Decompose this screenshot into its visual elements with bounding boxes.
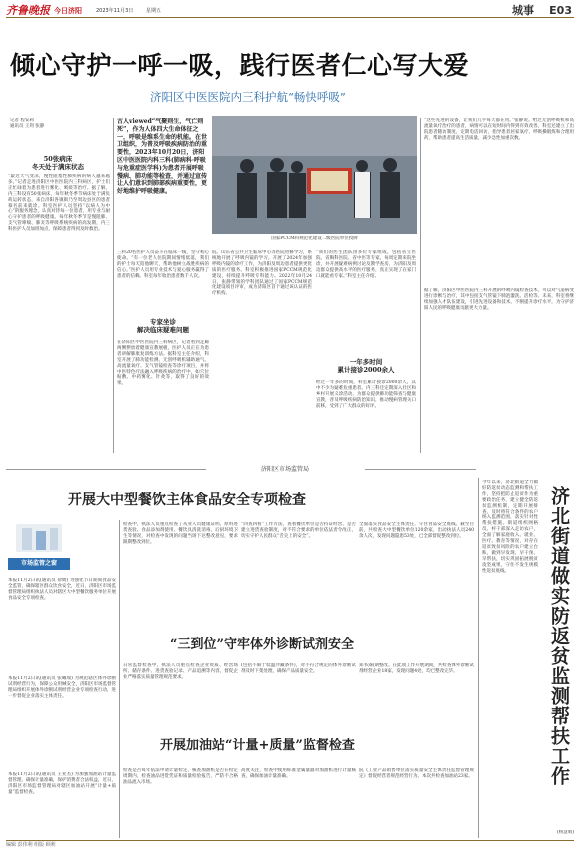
column-divider <box>113 118 114 453</box>
market-window-badge <box>8 522 70 572</box>
lead-lede: 古人viewed“气聚则生，气亡则死”，作为人体四大生命体征之一，呼吸是维系生命的机能。在世卫组织，为普及呼吸疾病防治的重要性，2023年10月20日，济阳区中医医院内科三科(肺病科·呼吸与危重症医学科)为患者开展呼吸慢病、肺功能等检查，并通过宣传让人们意识到肺部疾病重要性，更好地维护呼吸健康。 <box>117 118 208 196</box>
story4-headline: 开展加油站“计量+质量”监督检查 <box>160 738 355 753</box>
story4-column-1: 检查是否每年依法申请计量检定，核查加油机是否在检定周期内，检查油品进货凭证和质量检验报告，严防不合格油品流入市场。 <box>123 768 238 785</box>
page-number: E03 <box>549 4 572 17</box>
story3-column-3: 知书)限期整改。在此项工作开展期间，共检查体外诊断试剂经营企业18家，发现问题4处，均已整改完毕。 <box>359 663 474 674</box>
story2-column-2: 检查中，执法人员重点检查了从业人员健康证明、原料进货查验、食品添加剂使用、餐饮具清洗消毒、后厨环境卫生等情况，对检查中发现的问题当场下达整改意见，要求限期整改到位。 <box>123 522 238 545</box>
story2-column-1: 本报11月2日讯(通讯员 徐婧) 为强化节日期间食品安全监管，确保辖区群众饮食安全，近日，济阳区市场监督管理局组织执法人员对辖区大中型餐饮服务单位开展食品安全专项检查。 <box>8 578 116 601</box>
byline-reporter: 记者 程安莉 <box>10 118 34 123</box>
story3-column-2: (包括不限于低温冷藏条件)，对不符合规定的体外诊断试剂及时下架处理，确保产品质量安全。 <box>241 663 356 674</box>
lead-column-5: “我们的医生团队由多位专家组成，包括省立医院、省胸科医院、省中医等专家，每周定期来院坐诊，并开展疑难病例讨论及教学查房，为济阳及周边群众提供高水平的医疗服务，真正实现了在家门口就能看专家。”科室主任介绍。 <box>316 250 416 279</box>
column-divider <box>420 118 421 453</box>
masthead <box>6 4 574 18</box>
section-title-beds: 50张病床 冬天处于满床状态 <box>32 155 84 171</box>
story3-intro: 本报11月2日讯(通讯员 张曦瑞) 为规范辖区体外诊断试剂经营行为，保障公众用械安全，济阳区市场监督管理局组织开展体外诊断试剂经营企业专项检查行动，进一步督促企业落实主体责任。 <box>8 676 116 699</box>
vertical-story-headline: 济北街道做实防返贫监测帮扶工作 <box>548 486 570 786</box>
story2-headline: 开展大中型餐饮主体食品安全专项检查 <box>68 492 306 508</box>
story4-intro: 本报11月2日讯(通讯员 王亚杰) 为加强加油站计量监督管理，确保计量准确，保护消费者合法权益，近日，济阳区市场监督管理局对辖区加油站开展“计量+质量”监督检查。 <box>8 772 116 795</box>
byline <box>10 118 90 130</box>
lead-column-2: 在济阳区中医医院内三科病区，记者看到走廊两侧摆放着健康宣教展板，医护人员正在为患者讲解肺康复训练方法。据科室主任介绍，科室开展了肺功能检测、无创呼吸机辅助通气、高流量氧疗、支气管镜检查等诊疗项目，并将中医特色疗法融入呼吸疾病的治疗中，如穴位贴敷、中药雾化、针灸等，取得了良好的效果。 <box>117 340 209 387</box>
market-window-label: 市场监管之窗 <box>20 560 57 567</box>
byline-correspondents: 通讯员 王剑 张静 <box>10 123 45 129</box>
issue-date: 2023年11月3日 <box>96 8 134 14</box>
story2-column-4: 全面落实食品安全主体责任，守住食品安全底线。截至目前，共检查大中型餐饮单位120余家，出动执法人员240余人次，发现问题隐患53处，已全部督促整改到位。 <box>359 522 474 539</box>
editor-credits: 编辑 彭伟利 组版 顾莉 <box>6 842 56 848</box>
lead-subhead: 济阳区中医医院内三科护航“畅快呼吸” <box>150 90 346 104</box>
band-rule-left <box>6 469 206 470</box>
photo-caption: 国家PCCM科规范化建设二级医院单位授牌 <box>271 236 358 241</box>
page-footer <box>6 840 574 850</box>
column-divider <box>119 520 120 838</box>
vertical-story-credit: (杨慧娟) <box>556 830 574 835</box>
lead-headline: 倾心守护一呼一吸，践行医者仁心写大爱 <box>10 52 470 80</box>
edition-name: 今日济阳 <box>54 7 82 15</box>
section-name: 城事 <box>512 4 534 17</box>
issue-weekday: 星期五 <box>146 8 162 14</box>
lead-column-1: “最近天气变凉，慢性阻塞性肺疾病的病人越来越多。”记者走进济阳区中医医院内三科病区，护士们正忙碌着为患者进行雾化、吸痰等治疗。据了解，内三科设有50张病床，每年秋冬季节病床处于满负荷运转状态，来自济阳各镇街乃至周边县区的患者慕名前来就诊。科室医护人员坚持“以病人为中心”的服务理念，认真对待每一位患者，用专业与耐心守护患者的呼吸健康。每年秋冬季节是慢阻肺、支气管哮喘、肺炎等呼吸系统疾病的高发期，内三科医护人员加班加点，保障患者得到及时救治。 <box>8 174 110 233</box>
award-photo-illustration <box>212 116 417 234</box>
lead-column-6: 经过一年多的时间，科室累计接诊2000余人，其中不少为疑难危重患者。内三科还定期深入社区和乡村开展义诊活动，为群众提供肺功能筛查与健康宣教，普及呼吸疾病防治知识，推动慢病管理关口前移，受到了广大群众的好评。 <box>316 380 416 409</box>
newspaper-brand: 齐鲁晚报 <box>6 4 50 17</box>
story4-column-3: 院《工业产品销售单位落实质量安全主体责任监督管理规定》督促经营者规范经营行为。本次共检查加油站23家。 <box>359 768 474 779</box>
column-divider <box>478 478 479 838</box>
lead-column-8: 据了解，济阳区中医医院内三科开展的呼吸内镜检查技术，可以对气道病变进行诊断与治疗，其中包括支气管镜下肺泡灌洗、活检等。未来，科室将继续加强人才队伍建设，引进先进设备和技术，不断提升诊疗水平，为守护济阳人民的呼吸健康贡献更大力量。 <box>424 288 574 311</box>
lead-column-4: 院、山东省公共卫生临床中心等医院进修学习，系统地开展了呼吸内镜的学习。开展了2024年加强呼吸内镜的诊疗工作，为济阳及周边患者提供更优质的医疗服务。科室积极推进国家PCCM规范化建设，持续提升呼吸专科能力。2022年10月24日，张静带领的学科团队通过了国家PCCM规范化建设项目评审，成为济阳区首个通过该认证的医疗机构。 <box>212 250 312 297</box>
lead-column-7: “这些先进的设备，让我们几乎每天都在用。”张静说。给过无创呼吸机和高流量氧疗治疗的患者，病情可以在短时间内得到有效改善。科室还建立了出院患者随访制度，定期电话回访，指导患者居家氧疗、呼吸操锻炼和合理用药，帮助患者提高生活质量，减少急性加重次数。 <box>424 118 574 141</box>
section-title-experts: 专家坐诊 解决临床疑难问题 <box>137 318 189 334</box>
band-label: 济阳区市场监管局 <box>260 466 309 473</box>
lead-column-3: 三科20名医护人员奋斗在临床一线，坚守初心使命。“有一位老人住院期间情绪低落，我们的护士每天陪他聊天，帮助他树立战胜疾病的信心。”医护人员用专业技术与爱心服务赢得了患者的信赖。科室每年收治患者数千人次。 <box>117 250 209 279</box>
vertical-story-body: 今年以来，济北街道全力做好防返贫动态监测和帮扶工作，坚持把防止返贫作为重要政治任务，建立健全防返贫监测机制，定期开展排查，及时将符合条件的农户纳入监测范围，落实针对性帮扶措施。街道组织网格员、村干部深入走访农户，全面了解家庭收入、就业、医疗、教育等情况，对存在返贫致贫风险的农户建立台账，做到早发现、早干预、早帮扶，切实巩固拓展脱贫攻坚成果，守住不发生规模性返贫底线。 <box>482 480 538 574</box>
award-photo <box>212 116 417 234</box>
story3-column-1: 日常监督检查中，执法人员重点检查企业资质、经营场所、储存条件、进货查验记录、产品追溯等内容，督促企业严格落实质量管理规范要求。 <box>123 663 238 680</box>
section-title-patients: 一年多时间 累计接诊2000余人 <box>337 358 395 374</box>
band-rule-right <box>365 469 476 470</box>
story3-headline: “三到位”守牢体外诊断试剂安全 <box>170 637 354 652</box>
story2-column-3: “四查四看”工作方法，查看餐饮单位是否持证经营、是否建立进货查验制度，对不符合要求的单位依法责令改正，切实守护人民群众“舌尖上的安全”。 <box>241 522 356 539</box>
story4-column-2: 高度关注，检查中使用标准金属量器对加油机进行计量核查，确保加油计量准确。 <box>241 768 356 779</box>
